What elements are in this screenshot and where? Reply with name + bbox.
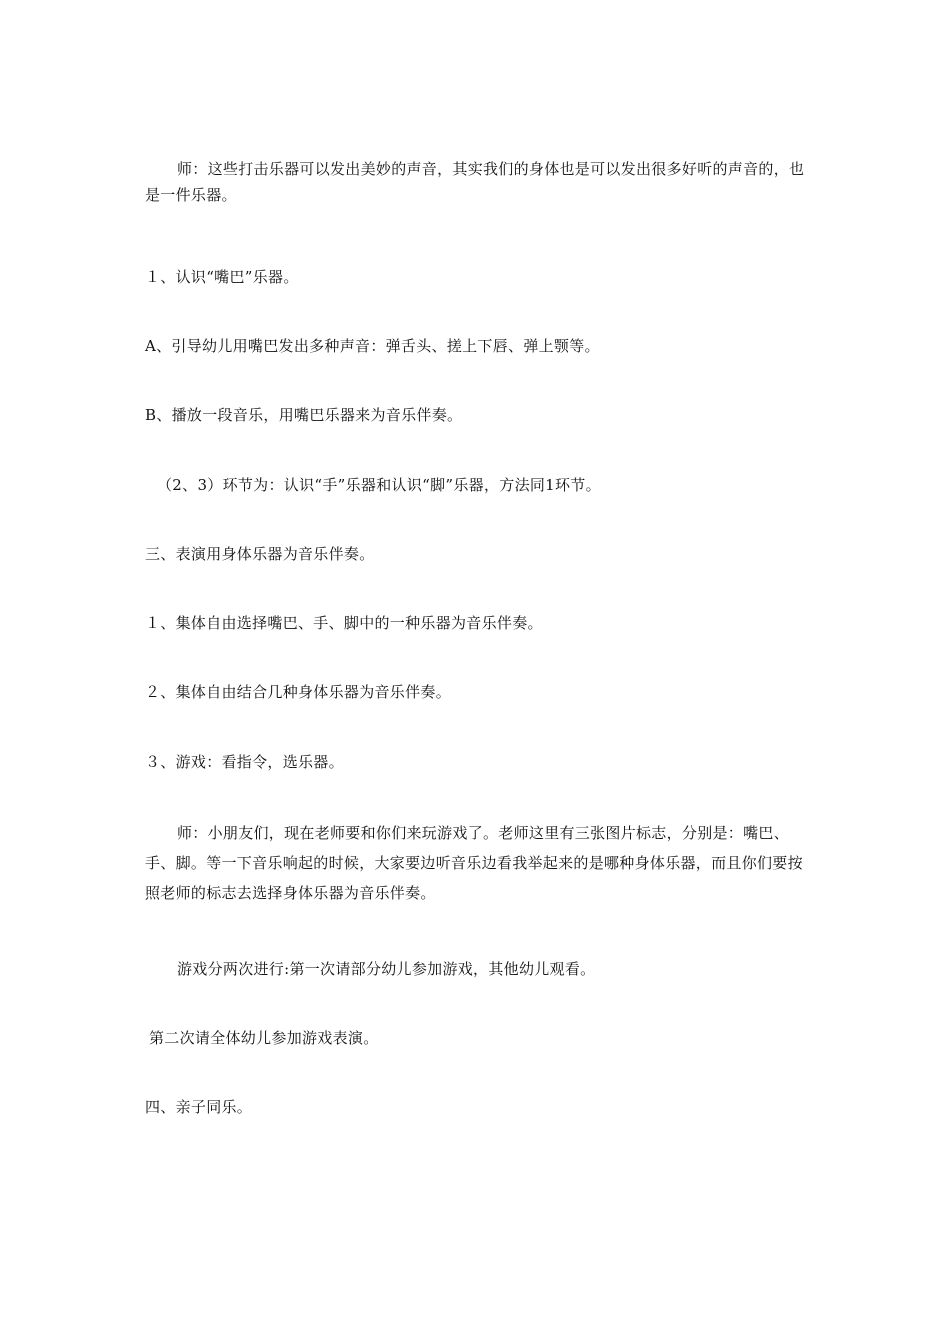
paragraph-second-round: 第二次请全体幼儿参加游戏表演。 bbox=[149, 1029, 379, 1047]
paragraph-section-3-item-1: １、集体自由选择嘴巴、手、脚中的一种乐器为音乐伴奏。 bbox=[145, 614, 543, 632]
paragraph-section-3-item-2: ２、集体自由结合几种身体乐器为音乐伴奏。 bbox=[145, 683, 452, 701]
heading-section-3: 三、表演用身体乐器为音乐伴奏。 bbox=[145, 545, 375, 563]
paragraph-step-b: B、播放一段音乐，用嘴巴乐器来为音乐伴奏。 bbox=[145, 406, 463, 424]
paragraph-section-3-item-3: ３、游戏：看指令，选乐器。 bbox=[145, 753, 344, 771]
paragraph-steps-2-3: （2、3）环节为：认识“手”乐器和认识“脚”乐器，方法同1环节。 bbox=[157, 476, 601, 494]
paragraph-teacher-intro: 师：这些打击乐器可以发出美妙的声音，其实我们的身体也是可以发出很多好听的声音的，也是一件乐器。 bbox=[145, 160, 805, 204]
paragraph-step-a: A、引导幼儿用嘴巴发出多种声音：弹舌头、搓上下唇、弹上颚等。 bbox=[145, 337, 600, 355]
paragraph-step-1-mouth: １、认识“嘴巴”乐器。 bbox=[145, 268, 299, 286]
paragraph-game-rounds: 游戏分两次进行:第一次请部分幼儿参加游戏，其他幼儿观看。 bbox=[177, 960, 596, 978]
heading-section-4: 四、亲子同乐。 bbox=[145, 1098, 253, 1116]
paragraph-teacher-game: 师：小朋友们，现在老师要和你们来玩游戏了。老师这里有三张图片标志，分别是：嘴巴、手、脚。等一下音乐响起的时候，大家要边听音乐边看我举起来的是哪种身体乐器，而且你们要按照老师的标志去选择身体乐器为音乐伴奏。 bbox=[145, 824, 803, 902]
